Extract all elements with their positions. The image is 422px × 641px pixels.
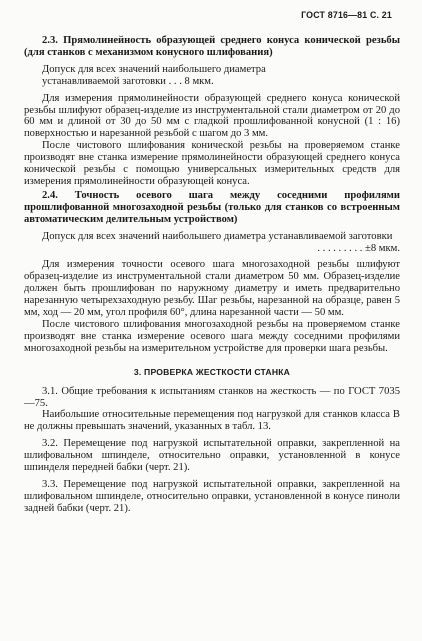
section-3-1-paragraph-1: 3.1. Общие требования к испытаниям станков на жесткость — по ГОСТ 7035—75. bbox=[24, 385, 400, 409]
section-2-3-heading: 2.3. Прямолинейность образующей среднего конуса конической резьбы (для станков с механизмом конусного шлифования) bbox=[24, 35, 400, 58]
section-3-3-paragraph: 3.3. Перемещение под нагрузкой испытательной оправки, закрепленной на шлифовальном шпинделе, относительно оправки, установленной в конусе пиноли задней бабки (черт. 21). bbox=[24, 479, 400, 514]
section-2-3-paragraph-1: Для измерения прямолинейности образующей среднего конуса конической резьбы шлифуют образец-изделие из инструментальной стали диаметром от 20 до 60 мм и длиной от 30 до 50 мм с гладкой прошлифованной конусной (1 : 16) поверхностью и нарезанной резьбой с шагом до 3 мм. bbox=[24, 92, 400, 140]
section-2-4-heading: 2.4. Точность осевого шага между соседними профилями прошлифованной многозаходной резьбы (только для станков со встроенным автоматическим делительным устройством) bbox=[24, 189, 400, 225]
section-2-4-paragraph-1: Для измерения точности осевого шага многозаходной резьбы шлифуют образец-изделие из инструментальной стали диаметром 50 мм. Образец-изделие должен быть прошлифован по наружному диаметру и иметь предварительно нарезанную четырехзаходную резьбу. Шаг резьбы, нарезанной на образце, равен 5 мм, ход — 20 мм, угол профиля 60°, длина нарезанной части — 50 мм. bbox=[24, 259, 400, 319]
section-2-3-paragraph-2: После чистового шлифования конической резьбы на проверяемом станке производят вне станка измерение прямолинейности образующей среднего конуса конической резьбы с помощью универсальных измерительных средств для измерения прямолинейности образующей конуса. bbox=[24, 140, 400, 187]
section-3-1-paragraph-2: Наибольшие относительные перемещения под нагрузкой для станков класса В не должны превышать значений, указанных в табл. 13. bbox=[24, 409, 400, 433]
document-body bbox=[24, 33, 400, 515]
section-2-4-tolerance-line-1: Допуск для всех значений наибольшего диаметра устанавливаемой заготовки bbox=[42, 230, 393, 242]
section-3-title: 3. ПРОВЕРКА ЖЕСТКОСТИ СТАНКА bbox=[133, 366, 291, 377]
page-header: ГОСТ 8716—81 С. 21 bbox=[301, 10, 392, 20]
section-2-4-paragraph-2: После чистового шлифования многозаходной резьбы на проверяемом станке производят вне станка измерение осевого шага между соседними профилями многозаходной резьбы на измерительном устройстве для проверки шага резьбы. bbox=[24, 318, 400, 354]
section-2-3-tolerance-line-2: устанавливаемой заготовки . . . 8 мкм. bbox=[42, 75, 214, 87]
section-2-4-tolerance-line-2: . . . . . . . . . ±8 мкм. bbox=[317, 242, 400, 254]
section-2-3-tolerance-line-1: Допуск для всех значений наибольшего диаметра bbox=[42, 63, 266, 75]
section-3-2-paragraph: 3.2. Перемещение под нагрузкой испытательной оправки, закрепленной на шлифовальном шпинделе, относительно оправки, установленной в конусе шпинделя передней бабки (черт. 21). bbox=[24, 438, 400, 474]
